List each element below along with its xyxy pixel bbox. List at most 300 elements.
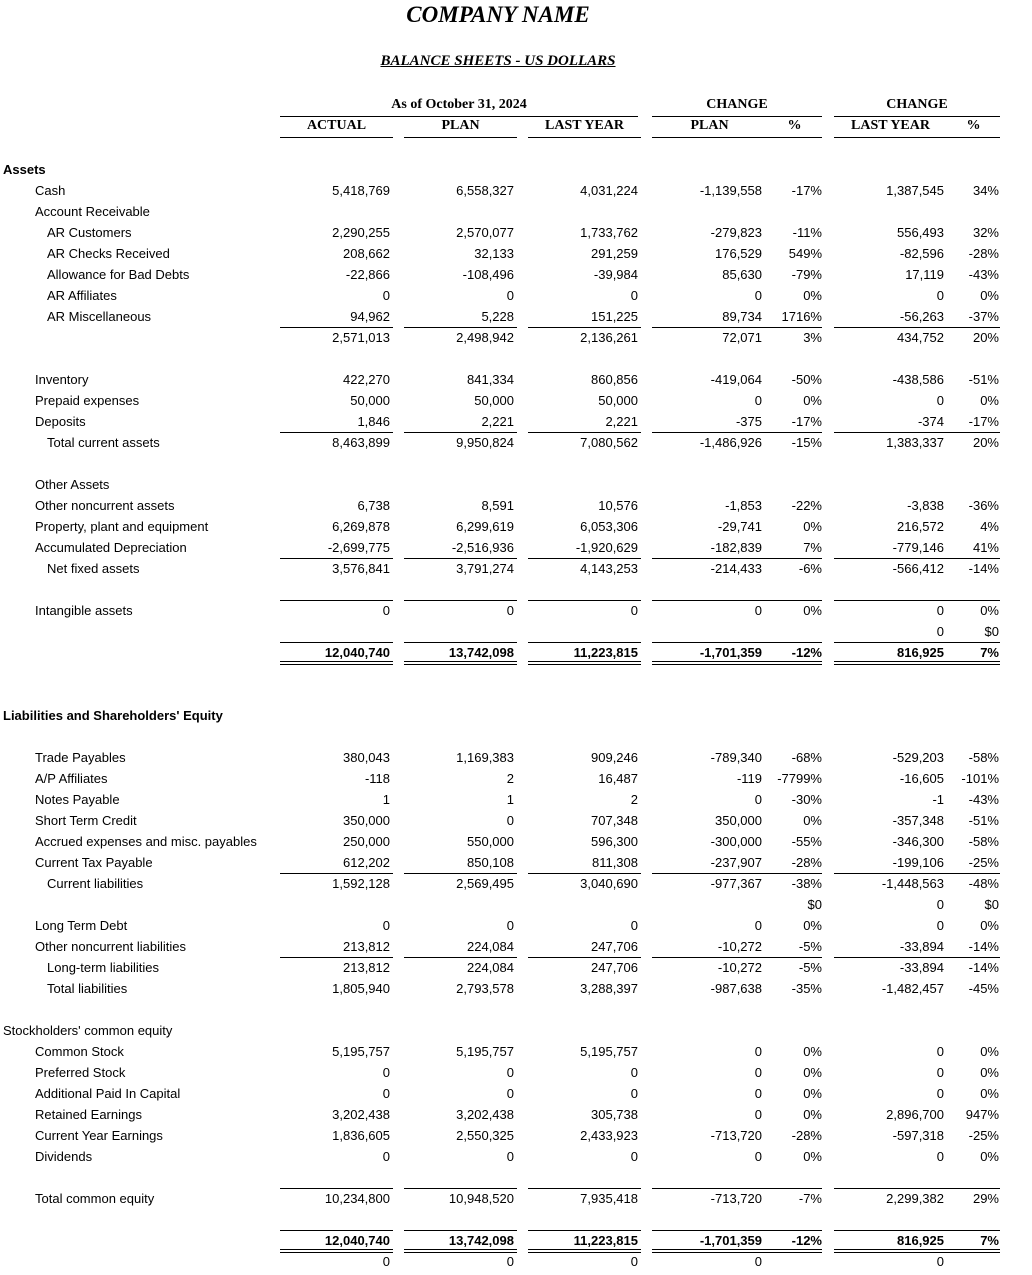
double-rule [404,661,517,665]
cell-value: 0% [803,813,822,828]
cell-value: 0 [754,792,762,807]
subtotal-rule [652,327,822,328]
cell-value: 0 [630,1254,638,1269]
cell-value: 0% [980,393,999,408]
subtotal-rule [528,957,641,958]
row-label: AR Affiliates [47,288,117,303]
table-row [0,201,1032,222]
cell-value: 0% [803,393,822,408]
cell-value: -79% [791,267,822,282]
row-label: Total current assets [47,435,160,450]
cell-value: 94,962 [350,309,390,324]
cell-value: 213,812 [343,939,390,954]
cell-value: 1,836,605 [332,1128,390,1143]
cell-value: 216,572 [897,519,944,534]
cell-value: 2,569,495 [456,876,514,891]
cell-value: 947% [965,1107,999,1122]
cell-value: -10,272 [717,960,762,975]
cell-value: -977,367 [710,876,762,891]
cell-value: 2,299,382 [886,1191,944,1206]
cell-value: -30% [791,792,822,807]
cell-value: -1,701,359 [699,1233,762,1248]
cell-value: 0 [936,603,944,618]
subtotal-rule [834,327,1000,328]
row-label: Current Tax Payable [35,855,153,870]
cell-value: 0% [803,288,822,303]
subtotal-rule [280,957,393,958]
cell-value: 0% [803,1044,822,1059]
cell-value: 434,752 [897,330,944,345]
row-label: Additional Paid In Capital [35,1086,181,1101]
cell-value: 2,221 [605,414,638,429]
subtotal-rule [280,1230,393,1231]
cell-value: -279,823 [710,225,762,240]
cell-value: 0% [980,1065,999,1080]
cell-value: -43% [968,267,999,282]
table-row [0,642,1032,663]
subtotal-rule [404,600,517,601]
row-label: Total common equity [35,1191,155,1206]
cell-value: 7,080,562 [580,435,638,450]
table-row [0,936,1032,957]
cell-value: 0 [506,1086,514,1101]
table-row [0,495,1032,516]
table-row [0,411,1032,432]
cell-value: 0 [382,1086,390,1101]
subtotal-rule [652,1230,822,1231]
cell-value: -28% [791,855,822,870]
row-label: Accumulated Depreciation [35,540,187,555]
change-plan-header: CHANGE [706,97,768,112]
cell-value: 549% [788,246,822,261]
cell-value: -12% [791,645,822,660]
cell-value: 2,793,578 [456,981,514,996]
cell-value: -39,984 [593,267,638,282]
cell-value: 1,383,337 [886,435,944,450]
cell-value: 32% [972,225,999,240]
cell-value: 0 [936,393,944,408]
cell-value: -33,894 [899,939,944,954]
subtotal-rule [834,642,1000,643]
row-label: Long Term Debt [35,918,128,933]
cell-value: 2,498,942 [456,330,514,345]
row-label: Liabilities and Shareholders' Equity [3,708,223,723]
row-label: Prepaid expenses [35,393,140,408]
cell-value: 0% [980,1044,999,1059]
table-row [0,894,1032,915]
change-lastyear-header: CHANGE [886,97,948,112]
cell-value: 0 [936,1044,944,1059]
table-row [0,810,1032,831]
row-label: Long-term liabilities [47,960,159,975]
cell-value: 2,571,013 [332,330,390,345]
cell-value: 0% [803,1149,822,1164]
cell-value: 612,202 [343,855,390,870]
row-label: Deposits [35,414,86,429]
col-last-year: LAST YEAR [545,118,624,133]
cell-value: 16,487 [598,771,638,786]
cell-value: 0% [980,918,999,933]
double-rule [280,1249,393,1253]
cell-value: 213,812 [343,960,390,975]
cell-value: -56,263 [899,309,944,324]
cell-value: 0 [506,603,514,618]
cell-value: 7% [980,645,999,660]
cell-value: 0 [630,1149,638,1164]
row-label: A/P Affiliates [35,771,108,786]
cell-value: 0% [803,918,822,933]
cell-value: 0 [382,603,390,618]
double-rule [404,1249,517,1253]
cell-value: 0% [980,1149,999,1164]
row-label: Other noncurrent liabilities [35,939,187,954]
cell-value: 5,418,769 [332,183,390,198]
cell-value: 5,195,757 [456,1044,514,1059]
cell-value: -713,720 [710,1191,762,1206]
cell-value: -566,412 [892,561,944,576]
cell-value: -14% [968,561,999,576]
cell-value: 10,234,800 [324,1191,390,1206]
cell-value: 305,738 [591,1107,638,1122]
cell-value: -182,839 [710,540,762,555]
subtotal-rule [652,558,822,559]
cell-value: 2,290,255 [332,225,390,240]
table-row [0,1041,1032,1062]
table-row [0,978,1032,999]
cell-value: -38% [791,876,822,891]
cell-value: 3,202,438 [332,1107,390,1122]
subtotal-rule [528,873,641,874]
cell-value: -1,920,629 [575,540,638,555]
cell-value: -68% [791,750,822,765]
subtotal-rule [404,558,517,559]
table-row [0,1146,1032,1167]
cell-value: 250,000 [343,834,390,849]
cell-value: $0 [807,897,822,912]
table-row [0,1209,1032,1230]
cell-value: -17% [791,183,822,198]
cell-value: -7799% [777,771,822,786]
table-row [0,180,1032,201]
subtotal-rule [280,1188,393,1189]
row-label: Account Receivable [35,204,150,219]
cell-value: 0 [754,1149,762,1164]
row-label: AR Customers [47,225,132,240]
cell-value: 0 [382,1065,390,1080]
subtotal-rule [280,873,393,874]
header-rule [652,116,822,117]
cell-value: -438,586 [892,372,944,387]
cell-value: -529,203 [892,750,944,765]
header-rule [834,137,1000,138]
cell-value: 860,856 [591,372,638,387]
row-label: Assets [3,162,46,177]
table-row [0,1167,1032,1188]
table-row [0,747,1032,768]
cell-value: -15% [791,435,822,450]
cell-value: 12,040,740 [324,645,390,660]
cell-value: 850,108 [467,855,514,870]
cell-value: -419,064 [710,372,762,387]
cell-value: 0 [936,918,944,933]
table-row [0,600,1032,621]
cell-value: -37% [968,309,999,324]
cell-value: 10,576 [598,498,638,513]
header-rule [280,116,638,117]
double-rule [280,661,393,665]
table-row [0,663,1032,684]
cell-value: 5,228 [481,309,514,324]
cell-value: -28% [968,246,999,261]
cell-value: 0 [630,918,638,933]
cell-value: 550,000 [467,834,514,849]
cell-value: 1 [506,792,514,807]
table-row [0,1104,1032,1125]
cell-value: 380,043 [343,750,390,765]
cell-value: 0 [630,603,638,618]
header-rule [280,137,393,138]
cell-value: 1,846 [357,414,390,429]
cell-value: 176,529 [715,246,762,261]
table-row [0,264,1032,285]
cell-value: 20% [972,435,999,450]
cell-value: -237,907 [710,855,762,870]
cell-value: 1,387,545 [886,183,944,198]
subtotal-rule [652,600,822,601]
cell-value: 17,119 [905,267,944,282]
cell-value: 350,000 [343,813,390,828]
row-label: Notes Payable [35,792,120,807]
cell-value: -25% [968,1128,999,1143]
cell-value: -118 [364,771,390,786]
cell-value: 0 [382,1254,390,1269]
row-label: Total liabilities [47,981,128,996]
cell-value: 0 [506,813,514,828]
cell-value: -55% [791,834,822,849]
cell-value: 0 [754,1044,762,1059]
cell-value: 3,791,274 [456,561,514,576]
cell-value: 5,195,757 [580,1044,638,1059]
table-row [0,831,1032,852]
subtotal-rule [404,873,517,874]
table-row [0,1062,1032,1083]
cell-value: -2,699,775 [327,540,390,555]
table-row [0,1251,1032,1272]
row-label: Dividends [35,1149,93,1164]
cell-value: 2,550,325 [456,1128,514,1143]
subtotal-rule [834,558,1000,559]
cell-value: $0 [984,624,999,639]
cell-value: 556,493 [897,225,944,240]
subtotal-rule [404,432,517,433]
table-row [0,873,1032,894]
cell-value: -25% [968,855,999,870]
subtotal-rule [834,432,1000,433]
table-row [0,705,1032,726]
cell-value: -7% [798,1191,822,1206]
cell-value: 596,300 [591,834,638,849]
cell-value: -1,853 [725,498,762,513]
table-row [0,558,1032,579]
cell-value: 6,269,878 [332,519,390,534]
double-rule [528,661,641,665]
header-rule [528,137,641,138]
cell-value: 72,071 [722,330,762,345]
cell-value: 50,000 [598,393,638,408]
cell-value: 29% [972,1191,999,1206]
row-label: Cash [35,183,66,198]
cell-value: 10,948,520 [448,1191,514,1206]
cell-value: -22,866 [345,267,390,282]
cell-value: 0 [936,1254,944,1269]
cell-value: -17% [968,414,999,429]
cell-value: 3,576,841 [332,561,390,576]
cell-value: 0 [936,288,944,303]
cell-value: 0 [936,624,944,639]
cell-value: 13,742,098 [448,645,514,660]
cell-value: 1,592,128 [332,876,390,891]
cell-value: 12,040,740 [324,1233,390,1248]
cell-value: 2 [506,771,514,786]
cell-value: 41% [972,540,999,555]
cell-value: 6,053,306 [580,519,638,534]
cell-value: 0 [754,288,762,303]
cell-value: 3,288,397 [580,981,638,996]
cell-value: 11,223,815 [573,645,638,660]
cell-value: 7% [803,540,822,555]
table-row [0,957,1032,978]
cell-value: 0 [382,288,390,303]
header-rule [834,116,1000,117]
cell-value: 0% [980,1086,999,1101]
col-change-lastyear: LAST YEAR [851,118,930,133]
cell-value: 7% [980,1233,999,1248]
cell-value: 1716% [781,309,822,324]
col-actual: ACTUAL [306,118,367,133]
cell-value: 11,223,815 [573,1233,638,1248]
subtotal-rule [528,558,641,559]
cell-value: 3,040,690 [580,876,638,891]
cell-value: 224,084 [467,960,514,975]
cell-value: 1,169,383 [456,750,514,765]
cell-value: -1,482,457 [881,981,944,996]
cell-value: -33,894 [899,960,944,975]
cell-value: -11% [792,225,822,240]
cell-value: -779,146 [892,540,944,555]
subtotal-rule [834,600,1000,601]
row-label: Retained Earnings [35,1107,142,1122]
cell-value: 1 [382,792,390,807]
cell-value: 0 [382,1149,390,1164]
table-row [0,579,1032,600]
cell-value: 0 [506,1254,514,1269]
table-row [0,1188,1032,1209]
cell-value: -14% [968,939,999,954]
row-label: AR Miscellaneous [47,309,152,324]
row-label: Current Year Earnings [35,1128,163,1143]
col-plan: PLAN [441,118,480,133]
subtotal-rule [528,1188,641,1189]
table-row [0,453,1032,474]
cell-value: 0 [506,288,514,303]
table-row [0,159,1032,180]
row-label: Common Stock [35,1044,124,1059]
table-row [0,684,1032,705]
cell-value: 247,706 [591,960,638,975]
cell-value: -45% [968,981,999,996]
table-row [0,537,1032,558]
cell-value: 0 [754,1107,762,1122]
subtotal-rule [280,642,393,643]
cell-value: 0 [506,1149,514,1164]
cell-value: -1,486,926 [699,435,762,450]
cell-value: -16,605 [899,771,944,786]
row-label: Allowance for Bad Debts [47,267,190,282]
subtotal-rule [834,957,1000,958]
table-row [0,1230,1032,1251]
header-rule [404,137,517,138]
cell-value: 151,225 [591,309,638,324]
col-change-plan-pct: % [787,118,802,133]
subtotal-rule [404,957,517,958]
row-label: Stockholders' common equity [3,1023,173,1038]
cell-value: -17% [791,414,822,429]
double-rule [834,1249,1000,1253]
double-rule [652,661,822,665]
cell-value: 350,000 [715,813,762,828]
cell-value: 5,195,757 [332,1044,390,1059]
table-row [0,285,1032,306]
subtotal-rule [528,600,641,601]
table-row [0,726,1032,747]
subtotal-rule [652,957,822,958]
cell-value: 0 [506,918,514,933]
cell-value: 224,084 [467,939,514,954]
cell-value: -346,300 [892,834,944,849]
cell-value: 3% [803,330,822,345]
cell-value: -5% [798,939,822,954]
subtotal-rule [834,1188,1000,1189]
cell-value: -374 [917,414,944,429]
header-rule [652,137,822,138]
row-label: Net fixed assets [47,561,140,576]
cell-value: 6,558,327 [456,183,514,198]
cell-value: 0% [803,603,822,618]
table-row [0,516,1032,537]
cell-value: 50,000 [350,393,390,408]
cell-value: 0 [936,897,944,912]
row-label: Other noncurrent assets [35,498,175,513]
cell-value: 6,299,619 [456,519,514,534]
cell-value: 0 [754,918,762,933]
cell-value: 13,742,098 [448,1233,514,1248]
cell-value: -51% [968,813,999,828]
cell-value: 85,630 [722,267,762,282]
table-row [0,243,1032,264]
double-rule [528,1249,641,1253]
cell-value: 6,738 [357,498,390,513]
table-row [0,852,1032,873]
subtotal-rule [404,1230,517,1231]
cell-value: -713,720 [710,1128,762,1143]
cell-value: 0% [803,1086,822,1101]
cell-value: -300,000 [710,834,762,849]
subtotal-rule [280,600,393,601]
table-row [0,1020,1032,1041]
cell-value: -1,139,558 [699,183,762,198]
table-row [0,432,1032,453]
subtotal-rule [280,327,393,328]
